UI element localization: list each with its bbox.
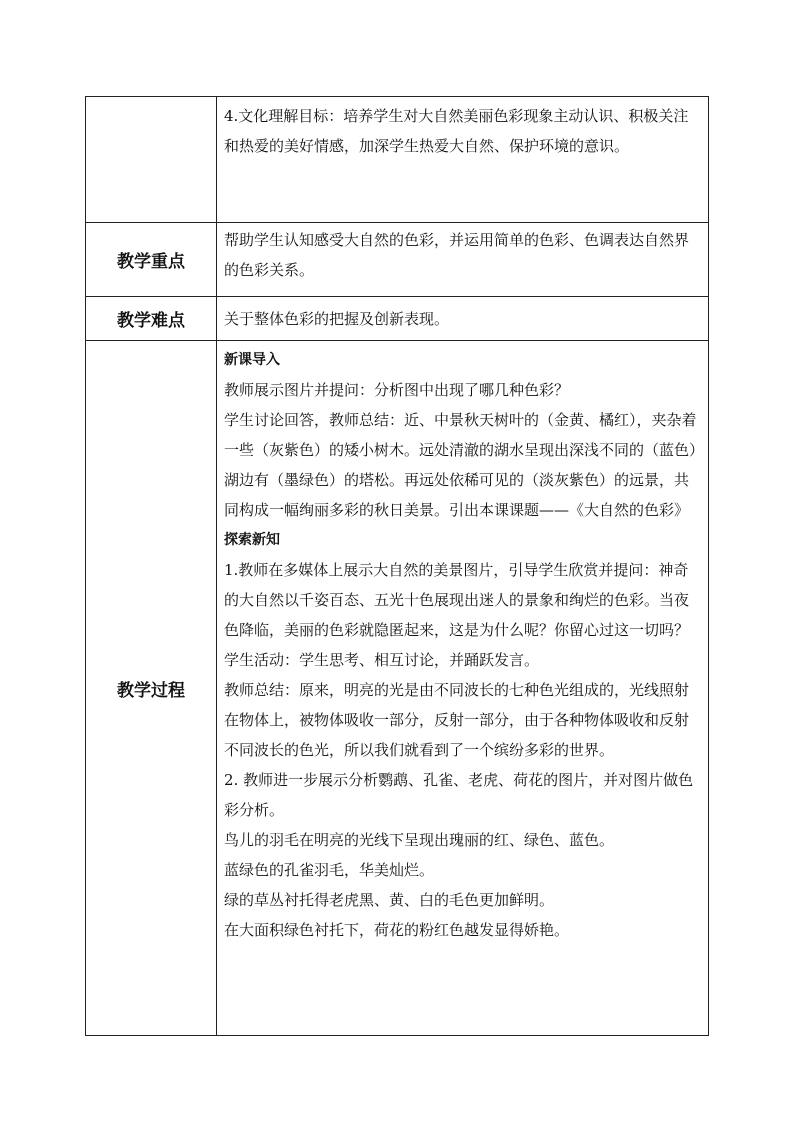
key-points-paragraph: 帮助学生认知感受大自然的色彩，并运用简单的色彩、色调表达自然界的色彩关系。 xyxy=(224,231,690,279)
process-paragraph: 2. 教师进一步展示分析鹦鹉、孔雀、老虎、荷花的图片，并对图片做色彩分析。 xyxy=(224,771,694,819)
section-heading-explore: 探索新知 xyxy=(224,532,280,548)
key-points-text xyxy=(217,223,709,297)
difficulty-paragraph: 关于整体色彩的把握及创新表现。 xyxy=(224,309,450,328)
table-row-goal xyxy=(86,97,709,223)
process-paragraph: 绿的草丛衬托得老虎黑、黄、白的毛色更加鲜明。 xyxy=(224,891,555,909)
goal-paragraph: 4.文化理解目标：培养学生对大自然美丽色彩现象主动认识、积极关注和热爱的美好情感，加深学生热爱大自然、保护环境的意识。 xyxy=(224,107,689,155)
process-paragraph: 教师总结：原来，明亮的光是由不同波长的七种色光组成的，光线照射在物体上，被物体吸收一部分，反射一部分，由于各种物体吸收和反射不同波长的色光，所以我们就看到了一个缤纷多彩的世界。 xyxy=(224,681,690,759)
lesson-plan-table xyxy=(85,96,709,1036)
process-paragraph: 鸟儿的羽毛在明亮的光线下呈现出瑰丽的红、绿色、蓝色。 xyxy=(224,831,615,849)
process-paragraph: 蓝绿色的孔雀羽毛，华美灿烂。 xyxy=(224,861,435,879)
row-label-key-points: 教学重点 xyxy=(86,223,217,297)
row-label-goal xyxy=(86,97,217,223)
goal-text xyxy=(217,97,709,223)
table-row-key-points xyxy=(86,223,709,297)
process-paragraph: 学生活动：学生思考、相互讨论，并踊跃发言。 xyxy=(224,651,540,669)
process-content xyxy=(217,341,709,1036)
table-row-process xyxy=(86,341,709,1036)
row-label-process: 教学过程 xyxy=(86,341,217,1036)
section-heading-intro: 新课导入 xyxy=(224,352,280,368)
row-label-difficulty: 教学难点 xyxy=(86,297,217,341)
process-paragraph: 在大面积绿色衬托下，荷花的粉红色越发显得娇艳。 xyxy=(224,921,570,939)
process-paragraph: 教师展示图片并提问：分析图中出现了哪几种色彩？ xyxy=(224,381,570,399)
process-paragraph: 学生讨论回答，教师总结：近、中景秋天树叶的（金黄、橘红），夹杂着一些（灰紫色）的矮小树木。远处清澈的湖水呈现出深浅不同的（蓝色）湖边有（墨绿色）的塔松。再远处依稀可见的（淡灰紫色）的远景，共同构成一幅绚丽多彩的秋日美景。引出本课课题——《大自然的色彩》 xyxy=(224,411,697,519)
process-paragraph: 1.教师在多媒体上展示大自然的美景图片，引导学生欣赏并提问：神奇的大自然以千姿百态、五光十色展现出迷人的景象和绚烂的色彩。当夜色降临，美丽的色彩就隐匿起来，这是为什么呢？你留心过这一切吗？ xyxy=(224,561,690,639)
difficulty-text xyxy=(217,297,709,341)
table-row-difficulty xyxy=(86,297,709,341)
